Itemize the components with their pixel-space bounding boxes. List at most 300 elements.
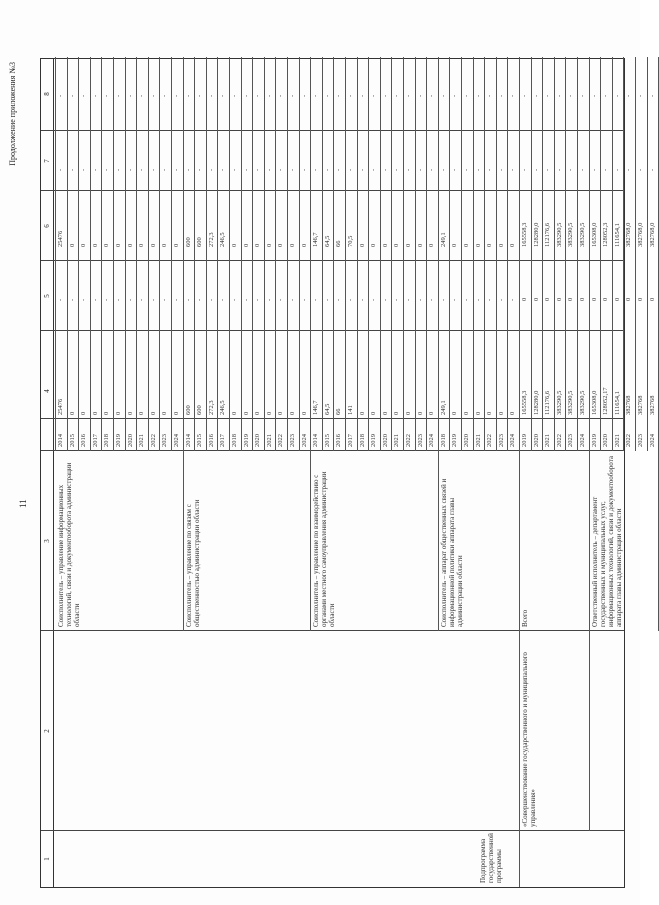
regional-cell: 0: [103, 243, 111, 247]
row-divider: [275, 57, 276, 451]
year-cell: 2014: [312, 434, 320, 447]
federal-cell: -: [57, 298, 64, 301]
appendix-label: Продолжение приложения №3: [8, 62, 17, 166]
row-divider: [380, 57, 381, 451]
other-cell: -: [486, 94, 494, 97]
total-cell: 0: [358, 411, 366, 415]
year-cell: 2016: [80, 434, 88, 447]
year-cell: 2024: [300, 434, 308, 447]
total-cell: 0: [138, 411, 146, 415]
regional-cell: 0: [486, 243, 494, 247]
row-divider: [647, 57, 648, 451]
row-divider: [333, 57, 334, 451]
regional-cell: 0: [428, 243, 436, 247]
row-divider: [287, 57, 288, 451]
row-divider: [542, 57, 543, 451]
row-divider: [345, 57, 346, 451]
year-cell: 2021: [265, 434, 273, 447]
local-cell: -: [590, 168, 598, 171]
row-divider: [473, 57, 474, 451]
regional-cell: 382768,0: [625, 222, 633, 247]
year-cell: 2023: [567, 434, 575, 447]
year-cell: 2024: [173, 434, 180, 447]
other-cell: -: [625, 94, 633, 97]
row-divider: [449, 57, 450, 451]
budget-table: [40, 58, 656, 888]
federal-cell: -: [254, 298, 262, 301]
federal-cell: -: [335, 298, 343, 301]
federal-cell: -: [393, 298, 401, 301]
total-cell: 128052,17: [602, 387, 610, 415]
col-num-1: 1: [43, 857, 51, 861]
local-cell: -: [370, 168, 378, 171]
total-cell: 383290,5: [555, 390, 563, 415]
local-cell: -: [474, 168, 482, 171]
local-cell: -: [231, 168, 238, 171]
total-cell: 272,3: [207, 400, 215, 415]
regional-cell: 0: [370, 243, 378, 247]
performer-label: Соисполнитель – управление по связям с общественностью администрации области: [184, 499, 201, 627]
other-cell: -: [648, 94, 656, 97]
federal-cell: -: [312, 298, 320, 301]
row-divider: [136, 57, 137, 451]
year-cell: 2022: [555, 434, 563, 447]
row-divider: [415, 57, 416, 451]
regional-cell: 128280,0: [532, 222, 540, 247]
federal-cell: -: [416, 298, 424, 301]
year-cell: 2021: [138, 434, 146, 447]
local-cell: -: [567, 168, 575, 171]
regional-cell: 0: [80, 243, 88, 247]
total-cell: 383290,5: [579, 390, 586, 415]
year-cell: 2019: [242, 434, 250, 447]
total-cell: 0: [289, 411, 296, 415]
row-divider: [264, 57, 265, 451]
year-cell: 2021: [474, 434, 482, 447]
local-cell: -: [439, 168, 447, 171]
local-cell: -: [544, 168, 552, 171]
rotated-document: [8, 58, 656, 888]
regional-cell: 0: [509, 243, 517, 247]
federal-cell: -: [428, 298, 436, 301]
total-cell: 0: [149, 411, 157, 415]
year-cell: 2023: [289, 434, 296, 447]
federal-cell: -: [277, 298, 285, 301]
local-cell: -: [289, 168, 296, 171]
total-cell: 0: [91, 411, 99, 415]
total-cell: 112176,6: [544, 390, 552, 415]
subprogram-title: «Совершенствование государственного и муниципального управления»: [521, 652, 537, 827]
row-divider: [496, 57, 497, 451]
local-cell: -: [265, 168, 273, 171]
local-cell: -: [648, 168, 656, 171]
local-cell: -: [463, 168, 470, 171]
other-cell: -: [497, 94, 505, 97]
total-cell: 249,1: [439, 400, 447, 415]
other-cell: -: [590, 94, 598, 97]
row-divider: [565, 57, 566, 451]
other-cell: -: [544, 94, 552, 97]
regional-cell: 382768,0: [648, 222, 656, 247]
regional-cell: 0: [474, 243, 482, 247]
regional-cell: 0: [463, 243, 470, 247]
performer-label: Ответственный исполнитель – департамент государственных и муниципальных услуг, информационных технологий, связи и документооборота аппарата главы администрации области: [590, 456, 623, 627]
year-cell: 2016: [335, 434, 343, 447]
row-divider: [577, 57, 578, 451]
row-divider: [78, 57, 79, 451]
other-cell: -: [68, 94, 76, 97]
row-divider: [461, 57, 462, 451]
year-cell: 2020: [532, 434, 540, 447]
total-cell: 0: [265, 411, 273, 415]
other-cell: -: [416, 94, 424, 97]
col-divider: [41, 630, 624, 631]
other-cell: -: [207, 94, 215, 97]
local-cell: -: [486, 168, 494, 171]
year-cell: 2020: [381, 434, 389, 447]
local-cell: -: [196, 168, 204, 171]
local-cell: -: [393, 168, 401, 171]
regional-cell: 0: [497, 243, 505, 247]
row-divider: [403, 57, 404, 451]
regional-cell: 165558,3: [521, 222, 528, 247]
federal-cell: -: [80, 298, 88, 301]
year-cell: 2022: [405, 434, 412, 447]
other-cell: -: [91, 94, 99, 97]
federal-cell: -: [231, 298, 238, 301]
row-divider: [90, 57, 91, 451]
regional-cell: 146,7: [312, 232, 320, 247]
col-num-7: 7: [43, 159, 51, 163]
row-divider: [125, 57, 126, 451]
federal-cell: -: [103, 298, 111, 301]
federal-cell: -: [138, 298, 146, 301]
total-cell: 0: [231, 411, 238, 415]
other-cell: -: [358, 94, 366, 97]
federal-cell: -: [289, 298, 296, 301]
total-cell: 0: [497, 411, 505, 415]
row-divider: [241, 57, 242, 451]
year-cell: 2018: [103, 434, 111, 447]
local-cell: -: [532, 168, 540, 171]
local-cell: -: [497, 168, 505, 171]
other-cell: -: [532, 94, 540, 97]
total-cell: 64,5: [323, 403, 331, 415]
col-num-5: 5: [43, 294, 51, 298]
regional-cell: 0: [393, 243, 401, 247]
row-divider: [101, 57, 102, 451]
regional-cell: 383290,5: [555, 222, 563, 247]
other-cell: -: [439, 94, 447, 97]
row-divider: [391, 57, 392, 451]
year-cell: 2023: [161, 434, 169, 447]
row-divider: [113, 57, 114, 451]
local-cell: -: [115, 168, 122, 171]
federal-cell: -: [149, 298, 157, 301]
year-cell: 2024: [428, 434, 436, 447]
local-cell: -: [103, 168, 111, 171]
total-cell: 165308,0: [590, 390, 598, 415]
regional-cell: 0: [265, 243, 273, 247]
other-cell: -: [613, 94, 621, 97]
col-num-8: 8: [43, 92, 51, 96]
other-cell: -: [173, 94, 180, 97]
total-cell: 0: [254, 411, 262, 415]
regional-cell: 0: [405, 243, 412, 247]
total-cell: 0: [103, 411, 111, 415]
regional-cell: 165308,0: [590, 222, 598, 247]
federal-cell: -: [184, 298, 192, 301]
federal-cell: -: [161, 298, 169, 301]
regional-cell: 272,3: [207, 232, 215, 247]
local-cell: -: [335, 168, 343, 171]
local-cell: -: [80, 168, 88, 171]
other-cell: -: [289, 94, 296, 97]
row-divider: [206, 57, 207, 451]
regional-cell: 0: [68, 243, 76, 247]
year-cell: 2021: [613, 434, 621, 447]
total-cell: 0: [242, 411, 250, 415]
regional-cell: 0: [358, 243, 366, 247]
row-divider: [484, 57, 485, 451]
total-cell: 0: [416, 411, 424, 415]
federal-cell: -: [91, 298, 99, 301]
total-cell: 382768: [625, 395, 633, 415]
local-cell: -: [428, 168, 436, 171]
year-cell: 2023: [416, 434, 424, 447]
regional-cell: 246,5: [219, 232, 227, 247]
regional-cell: 0: [91, 243, 99, 247]
year-cell: 2022: [625, 434, 633, 447]
regional-cell: 66: [335, 240, 343, 247]
federal-cell: -: [300, 298, 308, 301]
total-cell: 128280,0: [532, 390, 540, 415]
other-cell: -: [254, 94, 262, 97]
year-cell: 2023: [497, 434, 505, 447]
performer-label: Соисполнитель – управление информационных технологий, связи и документооборота администрации области: [57, 462, 81, 627]
other-cell: -: [242, 94, 250, 97]
regional-cell: 0: [381, 243, 389, 247]
row-divider: [635, 57, 636, 451]
other-cell: -: [231, 94, 238, 97]
row-divider: [600, 57, 601, 451]
regional-cell: 0: [300, 243, 308, 247]
local-cell: -: [219, 168, 227, 171]
local-cell: -: [184, 168, 192, 171]
federal-cell: -: [219, 298, 227, 301]
other-cell: -: [335, 94, 343, 97]
regional-cell: 0: [173, 243, 180, 247]
other-cell: -: [300, 94, 308, 97]
row-divider: [519, 57, 520, 451]
row-divider: [322, 57, 323, 451]
other-cell: -: [555, 94, 563, 97]
total-cell: 383290,5: [567, 390, 575, 415]
federal-cell: -: [196, 298, 204, 301]
other-cell: -: [138, 94, 146, 97]
local-cell: -: [521, 168, 528, 171]
total-cell: 0: [300, 411, 308, 415]
total-cell: 0: [486, 411, 494, 415]
total-cell: 0: [173, 411, 180, 415]
total-cell: 0: [68, 411, 76, 415]
regional-cell: 0: [277, 243, 285, 247]
regional-cell: 112176,6: [544, 222, 552, 247]
year-cell: 2019: [451, 434, 459, 447]
total-cell: 165558,3: [521, 390, 528, 415]
other-cell: -: [521, 94, 528, 97]
other-cell: -: [405, 94, 412, 97]
year-cell: 2017: [347, 434, 354, 447]
local-cell: -: [138, 168, 146, 171]
federal-cell: 0: [648, 297, 656, 301]
federal-cell: 0: [544, 297, 552, 301]
row-divider: [229, 57, 230, 451]
year-cell: 2020: [602, 434, 610, 447]
year-cell: 2019: [115, 434, 122, 447]
regional-cell: 0: [254, 243, 262, 247]
total-cell: 0: [393, 411, 401, 415]
local-cell: -: [579, 168, 586, 171]
other-cell: -: [637, 94, 644, 97]
col-num-4: 4: [43, 389, 51, 393]
other-cell: -: [579, 94, 586, 97]
col-divider: [41, 830, 624, 831]
row-divider: [252, 57, 253, 451]
row-divider: [310, 57, 311, 451]
local-cell: -: [126, 168, 134, 171]
federal-cell: 0: [590, 297, 598, 301]
year-cell: 2024: [648, 434, 656, 447]
year-cell: 2015: [196, 434, 204, 447]
total-cell: 141: [347, 405, 354, 415]
other-cell: -: [381, 94, 389, 97]
total-cell: 0: [115, 411, 122, 415]
row-divider: [148, 57, 149, 451]
federal-cell: -: [68, 298, 76, 301]
other-cell: -: [126, 94, 134, 97]
year-cell: 2020: [254, 434, 262, 447]
local-cell: -: [242, 168, 250, 171]
year-cell: 2020: [463, 434, 470, 447]
total-cell: 0: [405, 411, 412, 415]
other-cell: -: [474, 94, 482, 97]
other-cell: -: [312, 94, 320, 97]
col-num-6: 6: [43, 224, 51, 228]
regional-cell: 64,5: [323, 235, 331, 247]
local-cell: -: [625, 168, 633, 171]
local-cell: -: [277, 168, 285, 171]
row-divider: [438, 57, 439, 451]
other-cell: -: [277, 94, 285, 97]
federal-cell: 0: [532, 297, 540, 301]
federal-cell: -: [207, 298, 215, 301]
total-cell: 0: [451, 411, 459, 415]
row-divider: [589, 57, 590, 451]
local-cell: -: [161, 168, 169, 171]
total-cell: 25476: [57, 398, 64, 415]
local-cell: -: [323, 168, 331, 171]
total-cell: 111654,1: [613, 391, 621, 415]
total-cell: 0: [277, 411, 285, 415]
federal-cell: -: [509, 298, 517, 301]
regional-cell: 128052,3: [602, 222, 610, 247]
row-divider: [67, 57, 68, 451]
total-cell: 0: [428, 411, 436, 415]
local-cell: -: [207, 168, 215, 171]
year-cell: 2024: [579, 434, 586, 447]
row-divider: [357, 57, 358, 451]
other-cell: -: [509, 94, 517, 97]
regional-cell: 0: [161, 243, 169, 247]
regional-cell: 600: [196, 237, 204, 247]
federal-cell: -: [347, 298, 354, 301]
federal-cell: 0: [625, 297, 633, 301]
local-cell: -: [555, 168, 563, 171]
federal-cell: 0: [602, 297, 610, 301]
total-cell: 382768: [648, 395, 656, 415]
other-cell: -: [323, 94, 331, 97]
regional-cell: 0: [289, 243, 296, 247]
local-cell: -: [254, 168, 262, 171]
other-cell: -: [161, 94, 169, 97]
page-number: 11: [18, 499, 28, 508]
performer-label: Соисполнитель – аппарат общественных связей и информационной политики аппарата главы администрации области: [439, 478, 464, 627]
federal-cell: -: [486, 298, 494, 301]
local-cell: -: [405, 168, 412, 171]
other-cell: -: [184, 94, 192, 97]
local-cell: -: [68, 168, 76, 171]
total-cell: 382768: [637, 395, 644, 415]
other-cell: -: [428, 94, 436, 97]
federal-cell: 0: [521, 297, 528, 301]
total-cell: 0: [474, 411, 482, 415]
local-cell: -: [312, 168, 320, 171]
year-cell: 2022: [149, 434, 157, 447]
total-cell: 0: [161, 411, 169, 415]
other-cell: -: [265, 94, 273, 97]
local-cell: -: [416, 168, 424, 171]
regional-cell: 0: [242, 243, 250, 247]
other-cell: -: [80, 94, 88, 97]
col-num-2: 2: [43, 729, 51, 733]
other-cell: -: [57, 94, 64, 97]
regional-cell: 0: [451, 243, 459, 247]
other-cell: -: [463, 94, 470, 97]
performer-label: Всего: [521, 609, 529, 627]
other-cell: -: [115, 94, 122, 97]
regional-cell: 0: [416, 243, 424, 247]
federal-cell: 0: [567, 297, 575, 301]
total-cell: 0: [381, 411, 389, 415]
local-cell: -: [57, 168, 64, 171]
total-cell: 0: [126, 411, 134, 415]
regional-cell: 0: [115, 243, 122, 247]
federal-cell: -: [323, 298, 331, 301]
total-cell: 66: [335, 408, 343, 415]
row-divider: [368, 57, 369, 451]
column-number-row: [41, 59, 54, 887]
local-cell: -: [300, 168, 308, 171]
year-cell: 2019: [590, 434, 598, 447]
federal-cell: -: [126, 298, 134, 301]
other-cell: -: [602, 94, 610, 97]
year-cell: 2022: [277, 434, 285, 447]
other-cell: -: [451, 94, 459, 97]
other-cell: -: [393, 94, 401, 97]
year-cell: 2018: [439, 434, 447, 447]
regional-cell: 0: [231, 243, 238, 247]
